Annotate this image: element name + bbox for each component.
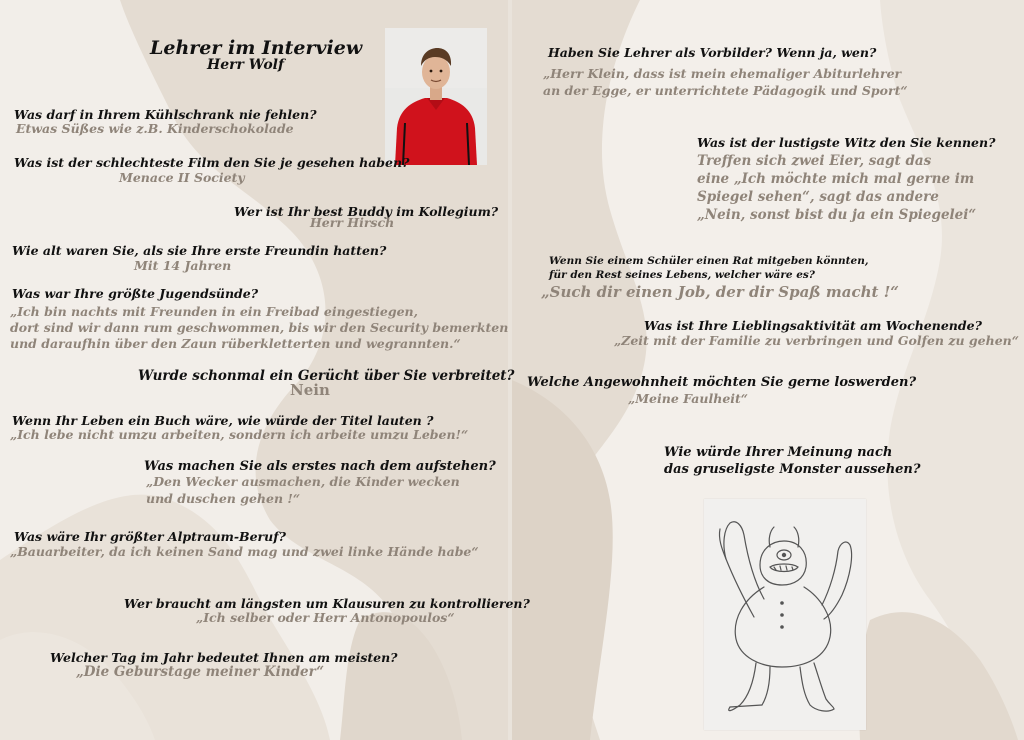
question-1: Was darf in Ihrem Kühlschrank nie fehlen? [14, 107, 317, 122]
answer-5-line-1: „Ich bin nachts mit Freunden in ein Freibad eingestiegen, [10, 304, 419, 319]
answer-r1-line-2: an der Egge, er unterrichtete Pädagogik und Sport“ [543, 83, 908, 98]
answer-1: Etwas Süßes wie z.B. Kinderschokolade [16, 121, 294, 136]
question-11: Welcher Tag im Jahr bedeutet Ihnen am meisten? [50, 650, 398, 665]
question-2: Was ist der schlechteste Film den Sie je gesehen haben? [14, 155, 410, 170]
answer-5-line-3: und daraufhin über den Zaun rüberkletterten und wegrannten.“ [10, 336, 461, 351]
question-10: Wer braucht am längsten um Klausuren zu kontrollieren? [124, 596, 530, 611]
answer-r5: „Meine Faulheit“ [628, 391, 749, 406]
question-r1: Haben Sie Lehrer als Vorbilder? Wenn ja, wen? [548, 45, 877, 60]
answer-r2-line-3: Spiegel sehen“, sagt das andere [697, 189, 939, 205]
question-r2: Was ist der lustigste Witz den Sie kennen? [697, 135, 996, 150]
question-4: Wie alt waren Sie, als sie Ihre erste Freundin hatten? [12, 243, 387, 258]
question-9: Was wäre Ihr größter Alptraum-Beruf? [14, 529, 286, 544]
answer-r3: „Such dir einen Job, der dir Spaß macht !“ [541, 283, 899, 301]
question-r4: Was ist Ihre Lieblingsaktivität am Wochenende? [644, 318, 982, 333]
question-r6-line-2: das gruseligste Monster aussehen? [664, 462, 921, 477]
answer-6: Nein [290, 381, 330, 399]
answer-r2-line-1: Treffen sich zwei Eier, sagt das [697, 153, 932, 169]
answer-3: Herr Hirsch [310, 215, 395, 230]
answer-r2-line-2: eine „Ich möchte mich mal gerne im [697, 171, 975, 187]
question-5: Was war Ihre größte Jugendsünde? [12, 286, 259, 301]
question-r3-line-2: für den Rest seines Lebens, welcher wäre es? [549, 269, 815, 281]
answer-8-line-1: „Den Wecker ausmachen, die Kinder wecken [146, 474, 460, 489]
monster-drawing-icon [704, 499, 866, 730]
answer-4: Mit 14 Jahren [134, 258, 232, 273]
teacher-photo-icon [385, 28, 487, 165]
monster-drawing [704, 499, 866, 730]
question-r3-line-1: Wenn Sie einem Schüler einen Rat mitgeben könnten, [549, 255, 869, 267]
answer-2: Menace II Society [119, 170, 245, 185]
question-r5: Welche Angewohnheit möchten Sie gerne loswerden? [527, 375, 917, 390]
answer-r2-line-4: „Nein, sonst bist du ja ein Spiegelei“ [697, 207, 977, 223]
question-6: Wurde schonmal ein Gerücht über Sie verbreitet? [138, 368, 515, 384]
answer-r4: „Zeit mit der Familie zu verbringen und Golfen zu gehen“ [614, 333, 1019, 348]
answer-5-line-2: dort sind wir dann rum geschwommen, bis wir den Security bemerkten [10, 320, 509, 335]
page-subtitle: Herr Wolf [207, 57, 285, 73]
answer-9: „Bauarbeiter, da ich keinen Sand mag und zwei linke Hände habe“ [10, 544, 479, 559]
answer-8-line-2: und duschen gehen !“ [146, 491, 301, 506]
question-3: Wer ist Ihr best Buddy im Kollegium? [234, 204, 499, 219]
page-title: Lehrer im Interview [150, 37, 363, 59]
question-8: Was machen Sie als erstes nach dem aufstehen? [144, 459, 496, 474]
answer-7: „Ich lebe nicht umzu arbeiten, sondern ich arbeite umzu Leben!“ [10, 427, 469, 442]
question-r6-line-1: Wie würde Ihrer Meinung nach [664, 445, 893, 460]
answer-10: „Ich selber oder Herr Antonopoulos“ [196, 610, 455, 625]
question-7: Wenn Ihr Leben ein Buch wäre, wie würde der Titel lauten ? [12, 413, 434, 428]
teacher-photo [385, 28, 487, 165]
answer-11: „Die Geburstage meiner Kinder“ [76, 664, 324, 680]
answer-r1-line-1: „Herr Klein, dass ist mein ehemaliger Abiturlehrer [543, 66, 902, 81]
